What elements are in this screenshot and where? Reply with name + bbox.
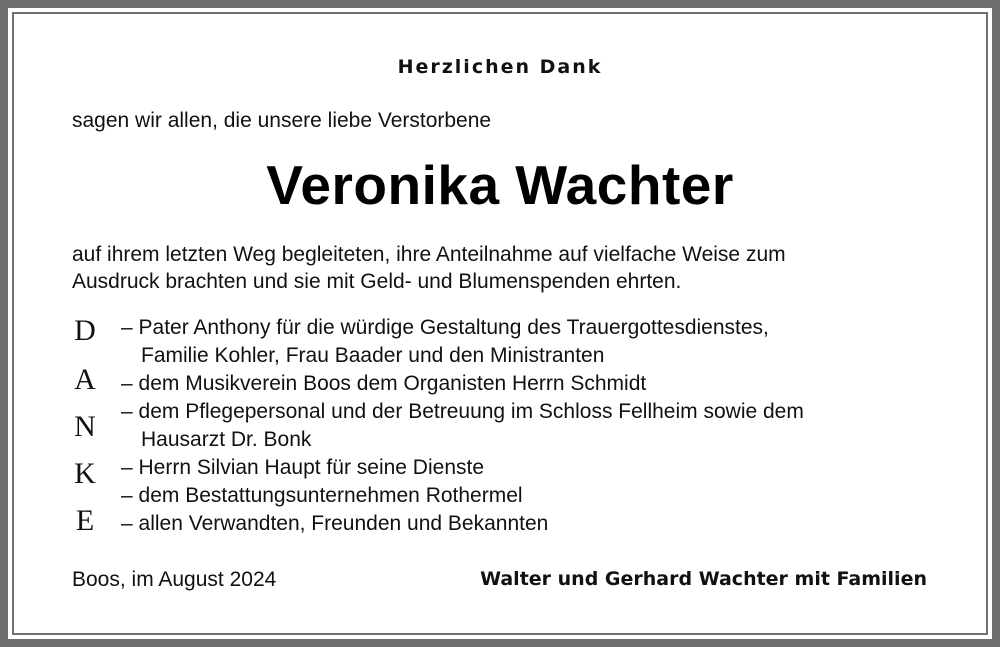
notice-heading: Herzlichen Dank	[397, 56, 603, 78]
thanks-line-continuation: Hausarzt Dr. Bonk	[141, 428, 312, 451]
body-line: Ausdruck brachten und sie mit Geld- und Blumenspenden ehrten.	[72, 270, 682, 293]
thanks-line: – dem Musikverein Boos dem Organisten Herrn Schmidt	[121, 372, 647, 395]
danke-letter: K	[74, 457, 96, 490]
thanks-line: – dem Pflegepersonal und der Betreuung im Schloss Fellheim sowie dem	[121, 400, 804, 423]
thanks-line: – dem Bestattungsunternehmen Rothermel	[121, 484, 523, 507]
body-paragraph	[72, 241, 932, 295]
body-line: auf ihrem letzten Weg begleiteten, ihre Anteilnahme auf vielfache Weise zum	[72, 243, 786, 266]
signature: Walter und Gerhard Wachter mit Familien	[480, 568, 927, 590]
thanks-line: – Pater Anthony für die würdige Gestaltung des Trauergottesdienstes,	[121, 316, 769, 339]
danke-letter: N	[74, 410, 96, 443]
danke-letter: D	[74, 314, 96, 347]
danke-letter: E	[75, 504, 95, 537]
danke-letter: A	[74, 363, 96, 396]
deceased-name: Veronika Wachter	[266, 154, 734, 216]
thanks-line-continuation: Familie Kohler, Frau Baader und den Ministranten	[141, 344, 605, 367]
thanks-line: – allen Verwandten, Freunden und Bekannten	[121, 512, 549, 535]
thanks-line: – Herrn Silvian Haupt für seine Dienste	[121, 456, 485, 479]
intro-text: sagen wir allen, die unsere liebe Verstorbene	[72, 109, 492, 132]
place-date: Boos, im August 2024	[72, 568, 277, 591]
